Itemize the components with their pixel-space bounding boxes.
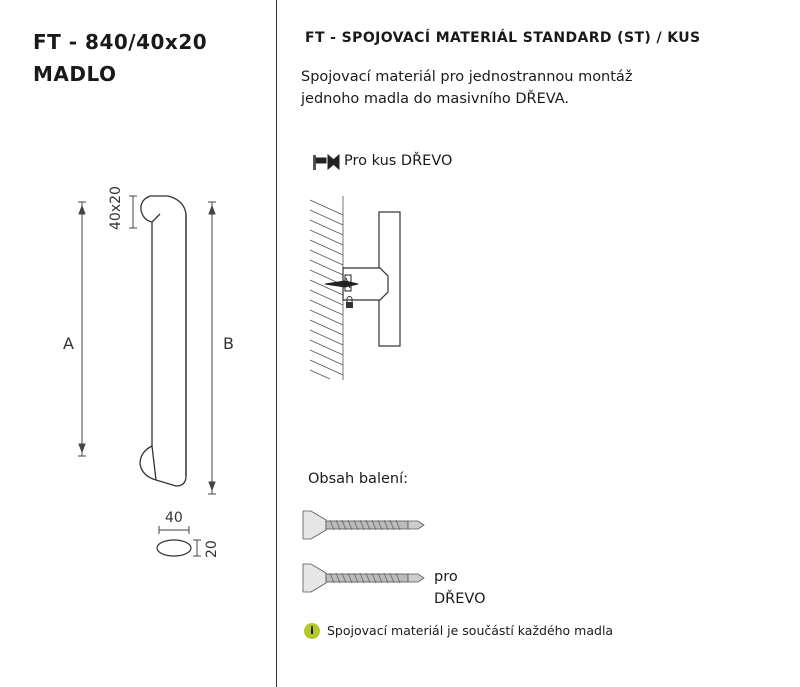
screw-2 [303, 564, 424, 592]
product-code-title: FT - 840/40x20 [33, 30, 208, 54]
dimension-depth-line [193, 540, 201, 556]
mount-icon [313, 155, 339, 170]
material-title: FT - SPOJOVACÍ MATERIÁL STANDARD (ST) / KUS [305, 30, 701, 46]
description-line-2: jednoho madla do masivního DŘEVA. [301, 91, 570, 107]
dimension-width-line [159, 526, 189, 534]
dimension-foot-label: 40x20 [108, 186, 124, 230]
dimension-a-label: A [63, 334, 74, 353]
dimension-b-label: B [223, 334, 234, 353]
dimension-depth-label: 20 [204, 540, 220, 558]
info-icon: i [304, 623, 320, 639]
screw-1 [303, 511, 424, 539]
dimension-width-label: 40 [165, 510, 183, 526]
wood-wall [310, 196, 343, 380]
screw-label-line-1: pro [434, 569, 458, 585]
handle-outline [140, 196, 186, 486]
mount-label: Pro kus DŘEVO [344, 153, 453, 169]
handle-side-view [343, 212, 400, 346]
cross-section-ellipse [157, 540, 191, 556]
dimension-a-line [78, 202, 86, 456]
dimension-b-line [208, 202, 216, 494]
dimension-foot-line [129, 196, 137, 228]
screw-label-line-2: DŘEVO [434, 591, 486, 607]
included-note: Spojovací materiál je součástí každého madla [327, 623, 614, 638]
panel-divider [276, 0, 277, 687]
description-line-1: Spojovací materiál pro jednostrannou montáž [301, 69, 633, 85]
package-label: Obsah balení: [308, 471, 408, 487]
product-type-title: MADLO [33, 62, 117, 86]
